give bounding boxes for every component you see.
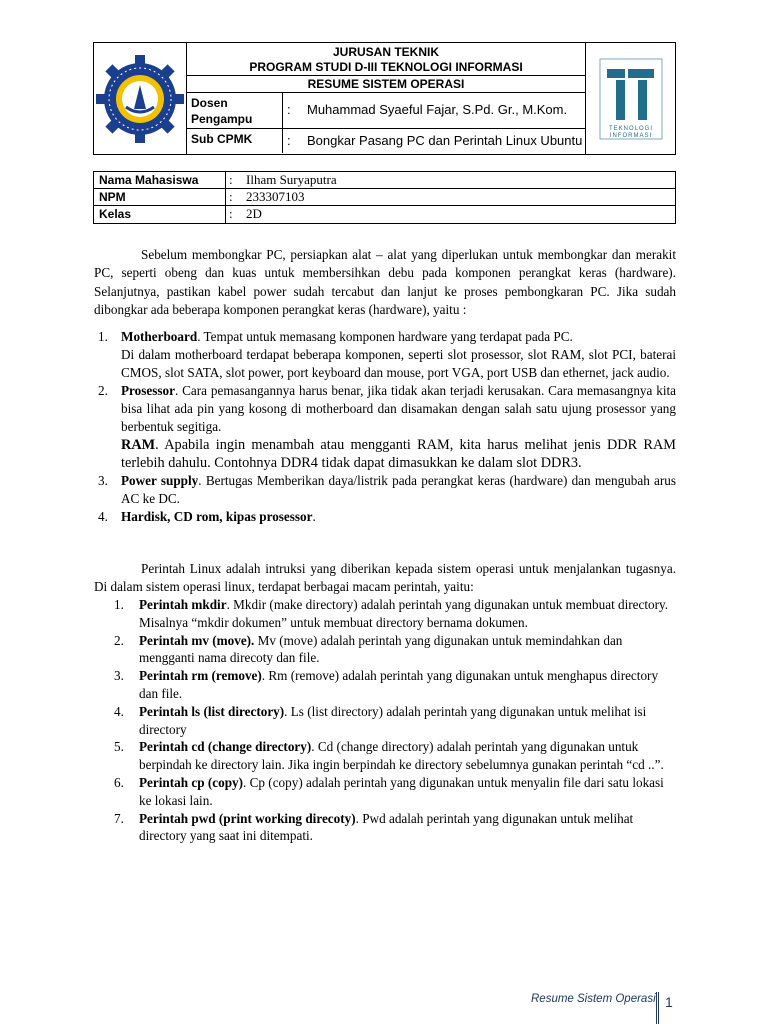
list-item: 4. Perintah ls (list directory). Ls (list directory) adalah perintah yang digunakan untuk melihat isi directory [114,703,647,737]
command-title: Perintah rm (remove) [139,668,262,684]
subcpmk-row [187,129,585,153]
subcpmk-label: Sub CPMK [187,129,283,153]
item-title: Prosessor [121,383,175,398]
logo-left-cell [94,43,187,154]
linux-intro-text: Perintah Linux adalah intruksi yang diberikan kepada sistem operasi untuk menjalankan tugasnya. Di dalam sistem operasi linux, terdapat berbagai macam perintah, yaitu: [94,561,676,595]
command-title: Perintah cp (copy) [139,774,244,790]
dosen-row [187,93,585,129]
item-title: Motherboard [121,329,198,344]
linux-intro-paragraph [94,560,676,597]
ti-logo-text-1: TEKNOLOGI [608,126,654,132]
dosen-value: Muhammad Syaeful Fajar, S.Pd. Gr., M.Kom. [307,102,568,117]
list-item: 1. Motherboard. Tempat untuk memasang komponen hardware yang terdapat pada PC. Di dalam motherboard terdapat beberapa komponen, seperti slot prosessor, slot RAM, slot PCI, baterai CMOS, slot SATA, slot power, port keyboard dan mouse, port VGA, port USB dan ethernet, jack audio. [98,329,676,380]
subcpmk-value: Bongkar Pasang PC dan Perintah Linux Ubuntu [307,133,583,148]
list-item: 5. Perintah cd (change directory). Cd (change directory) adalah perintah yang digunakan untuk berpindah ke directory lain. Jika ingin berpindah ke directory sebelumnya gunakan perintah “cd ..”. [114,739,664,773]
info-value: 233307103 [246,189,305,204]
student-info-table [93,171,676,224]
list-item: 7. Perintah pwd (print working direcoty). Pwd adalah perintah yang digunakan untuk melihat directory yang saat ini ditempati. [114,810,634,844]
info-label: Nama Mahasiswa [99,173,199,187]
list-item: 2. Prosessor. Cara pemasangannya harus benar, jika tidak akan terjadi kerusakan. Cara memasangnya kita bisa lihat ada pin yang kosong di motherboard dan disamakan dengan salah satu ujung prosessor yang berbentuk segitiga. RAM. Apabila ingin menambah atau mengganti RAM, kita harus melihat jenis DDR RAM terlebih dahulu. Contohnya DDR4 tidak dapat dimasukkan ke dalam slot DDR3. [98,383,676,471]
info-row-npm [94,189,675,206]
footer-divider [656,992,659,1024]
info-colon: : [229,189,233,204]
document-title: RESUME SISTEM OPERASI [187,76,585,93]
university-seal-icon [94,43,187,154]
info-row-kelas [94,206,675,223]
info-label: NPM [99,190,126,204]
item-extra: Di dalam motherboard terdapat beberapa komponen, seperti slot prosessor, slot RAM, slot PCI, baterai CMOS, slot SATA, slot power, port keyboard dan mouse, port VGA, port USB dan ethernet, jack audio. [121,347,676,380]
list-item: 6. Perintah cp (copy). Cp (copy) adalah perintah yang digunakan untuk menyalin file dari satu lokasi ke lokasi lain. [114,774,664,808]
commands-list [112,596,672,845]
page-number: 1 [665,994,673,1010]
ti-logo-text-2: INFORMASI [609,133,653,139]
command-title: Perintah pwd (print working direcoty) [139,810,356,826]
list-item: 1. Perintah mkdir. Mkdir (make directory) adalah perintah yang digunakan untuk membuat directory. Misalnya “mkdir dokumen” untuk membuat directory bernama dokumen. [114,597,669,630]
list-item: 3. Perintah rm (remove). Rm (remove) adalah perintah yang digunakan untuk menghapus directory dan file. [114,668,659,701]
item-title: Power supply [121,473,199,488]
info-value: 2D [246,206,262,221]
header-table [93,42,676,155]
command-title: Perintah cd (change directory) [139,739,312,755]
info-row-name [94,172,675,189]
ti-logo-icon [586,43,676,154]
info-colon: : [229,206,233,221]
dosen-colon: : [287,102,291,117]
program-title: PROGRAM STUDI D-III TEKNOLOGI INFORMASI [187,60,585,76]
intro-text: Sebelum membongkar PC, persiapkan alat – alat yang diperlukan untuk membongkar dan merakit PC, seperti obeng dan kuas untuk membersihkan debu pada komponen perangkat keras (hardware). Selanjutnya, pastikan kabel power sudah tercabut dan lanjut ke proses pembongkaran PC. Jika sudah dibongkar ada beberapa komponen perangkat keras (hardware), yaitu : [94,247,676,317]
list-item: 2. Perintah mv (move). Mv (move) adalah perintah yang digunakan untuk memindahkan dan mengganti nama direcoty dan file. [114,632,623,666]
subcpmk-colon: : [287,133,291,148]
department-title: JURUSAN TEKNIK [332,45,439,59]
item-extra: . Apabila ingin menambah atau mengganti RAM, kita harus melihat jenis DDR RAM terlebih dahulu. Contohnya DDR4 tidak dapat dimasukkan ke dalam slot DDR3. [121,437,676,471]
footer-title: Resume Sistem Operasi [531,993,656,1005]
command-title: Perintah mv (move). [139,632,255,648]
header-center [187,43,585,154]
logo-right-cell [585,43,675,154]
list-item: 4. Hardisk, CD rom, kipas prosessor. [98,509,316,524]
command-title: Perintah mkdir [139,597,227,612]
info-colon: : [229,172,233,187]
command-title: Perintah ls (list directory) [139,703,285,719]
list-item: 3. Power supply. Bertugas Memberikan daya/listrik pada perangkat keras (hardware) dan mengubah arus AC ke DC. [98,473,676,506]
info-value: Ilham Suryaputra [246,172,337,187]
dosen-label: Dosen Pengampu [187,93,283,128]
info-label: Kelas [99,207,132,221]
components-list [94,328,676,526]
item-extra-title: RAM [121,437,156,453]
intro-paragraph [94,246,676,319]
item-title: Hardisk, CD rom, kipas prosessor [121,509,313,524]
